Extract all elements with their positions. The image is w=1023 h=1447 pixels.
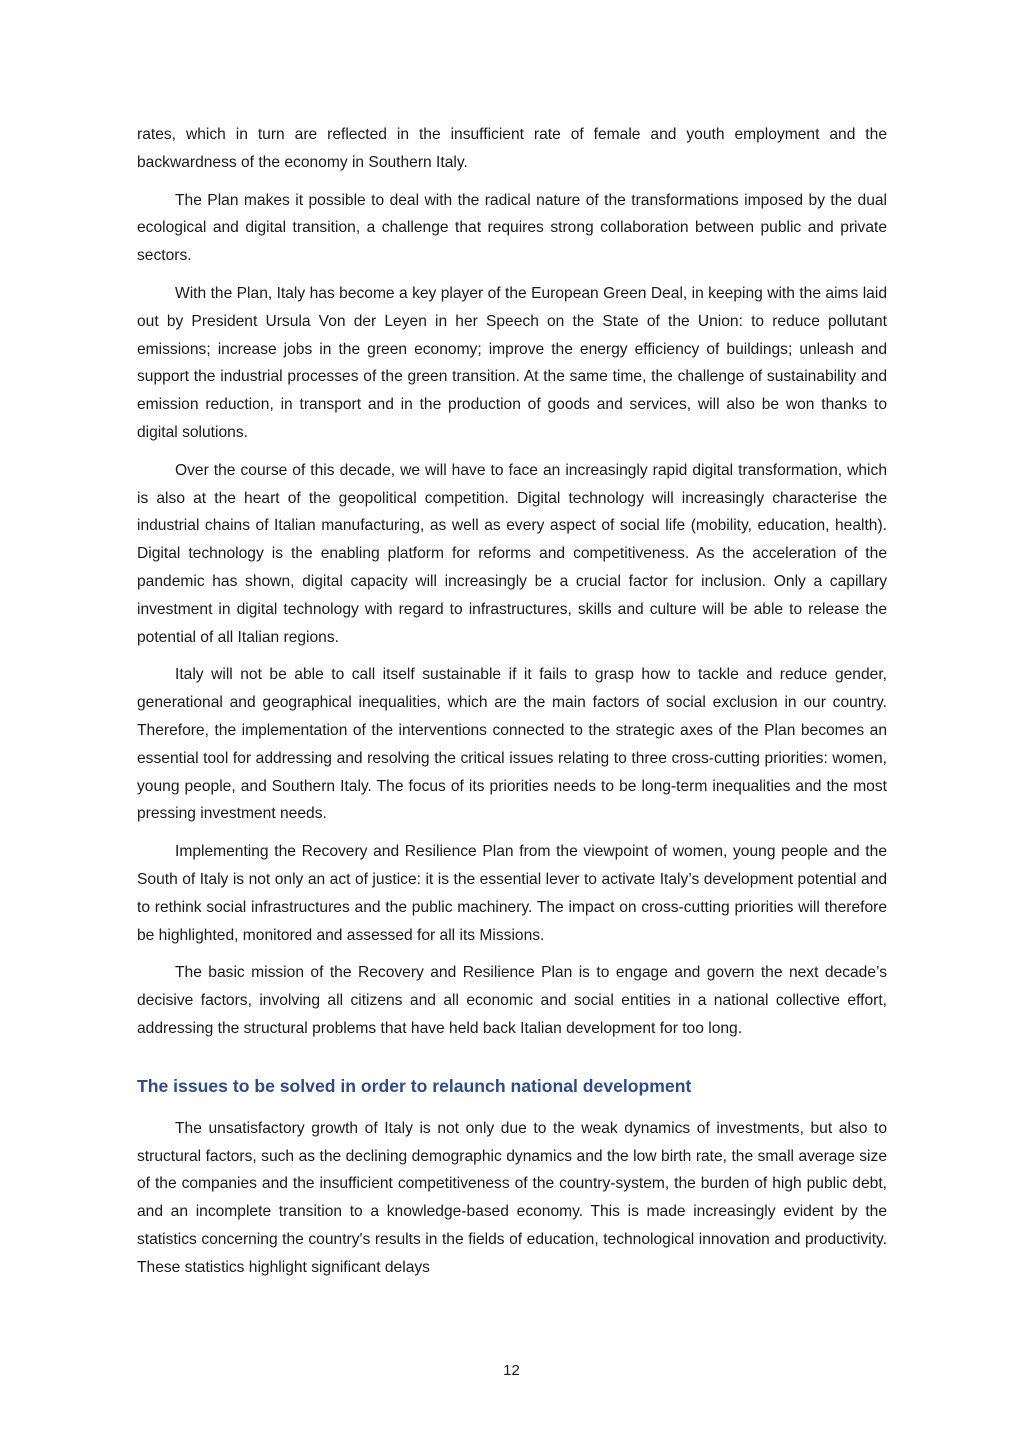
paragraph-continuation: rates, which in turn are reflected in the insufficient rate of female and youth employment and the backwardness of the economy in Southern Italy. — [137, 126, 887, 171]
page-number: 12 — [503, 1362, 520, 1379]
paragraph-green-deal: With the Plan, Italy has become a key player of the European Green Deal, in keeping with the aims laid out by President Ursula Von der Leyen in her Speech on the State of the Union: to reduce pollutant emissions; increase jobs in the green economy; improve the energy efficiency of buildings; unleash and support the industrial processes of the green transition. At the same time, the challenge of sustainability and emission reduction, in transport and in the production of goods and services, will also be won thanks to digital solutions. — [137, 284, 887, 441]
document-body — [137, 121, 887, 1291]
paragraph-unsatisfactory-growth: The unsatisfactory growth of Italy is not only due to the weak dynamics of investments, but also to structural factors, such as the declining demographic dynamics and the low birth rate, the small average size of the companies and the insufficient competitiveness of the country-system, the burden of high public debt, and an incomplete transition to a knowledge-based economy. This is made increasingly evident by the statistics concerning the country's results in the fields of education, technological innovation and productivity. These statistics highlight significant delays — [137, 1119, 887, 1276]
section-heading: The issues to be solved in order to relaunch national development — [137, 1075, 692, 1096]
paragraph-dual-transition: The Plan makes it possible to deal with the radical nature of the transformations imposed by the dual ecological and digital transition, a challenge that requires strong collaboration between public and private sectors. — [137, 191, 887, 265]
paragraph-cross-cutting-priorities: Implementing the Recovery and Resilience Plan from the viewpoint of women, young people and the South of Italy is not only an act of justice: it is the essential lever to activate Italy’s development potential and to rethink social infrastructures and the public machinery. The impact on cross-cutting priorities will therefore be highlighted, monitored and assessed for all its Missions. — [137, 843, 887, 944]
paragraph-basic-mission: The basic mission of the Recovery and Resilience Plan is to engage and govern the next decade’s decisive factors, involving all citizens and all economic and social entities in a national collective effort, addressing the structural problems that have held back Italian development for too long. — [137, 964, 887, 1037]
paragraph-inequalities: Italy will not be able to call itself sustainable if it fails to grasp how to tackle and reduce gender, generational and geographical inequalities, which are the main factors of social exclusion in our country. Therefore, the implementation of the interventions connected to the strategic axes of the Plan becomes an essential tool for addressing and resolving the critical issues relating to three cross-cutting priorities: women, young people, and Southern Italy. The focus of its priorities needs to be long-term inequalities and the most pressing investment needs. — [137, 666, 887, 823]
paragraph-digital-transformation: Over the course of this decade, we will have to face an increasingly rapid digital transformation, which is also at the heart of the geopolitical competition. Digital technology will increasingly characterise the industrial chains of Italian manufacturing, as well as every aspect of social life (mobility, education, health). Digital technology is the enabling platform for reforms and competitiveness. As the acceleration of the pandemic has shown, digital capacity will increasingly be a crucial factor for inclusion. Only a capillary investment in digital technology with regard to infrastructures, skills and culture will be able to release the potential of all Italian regions. — [137, 461, 887, 646]
